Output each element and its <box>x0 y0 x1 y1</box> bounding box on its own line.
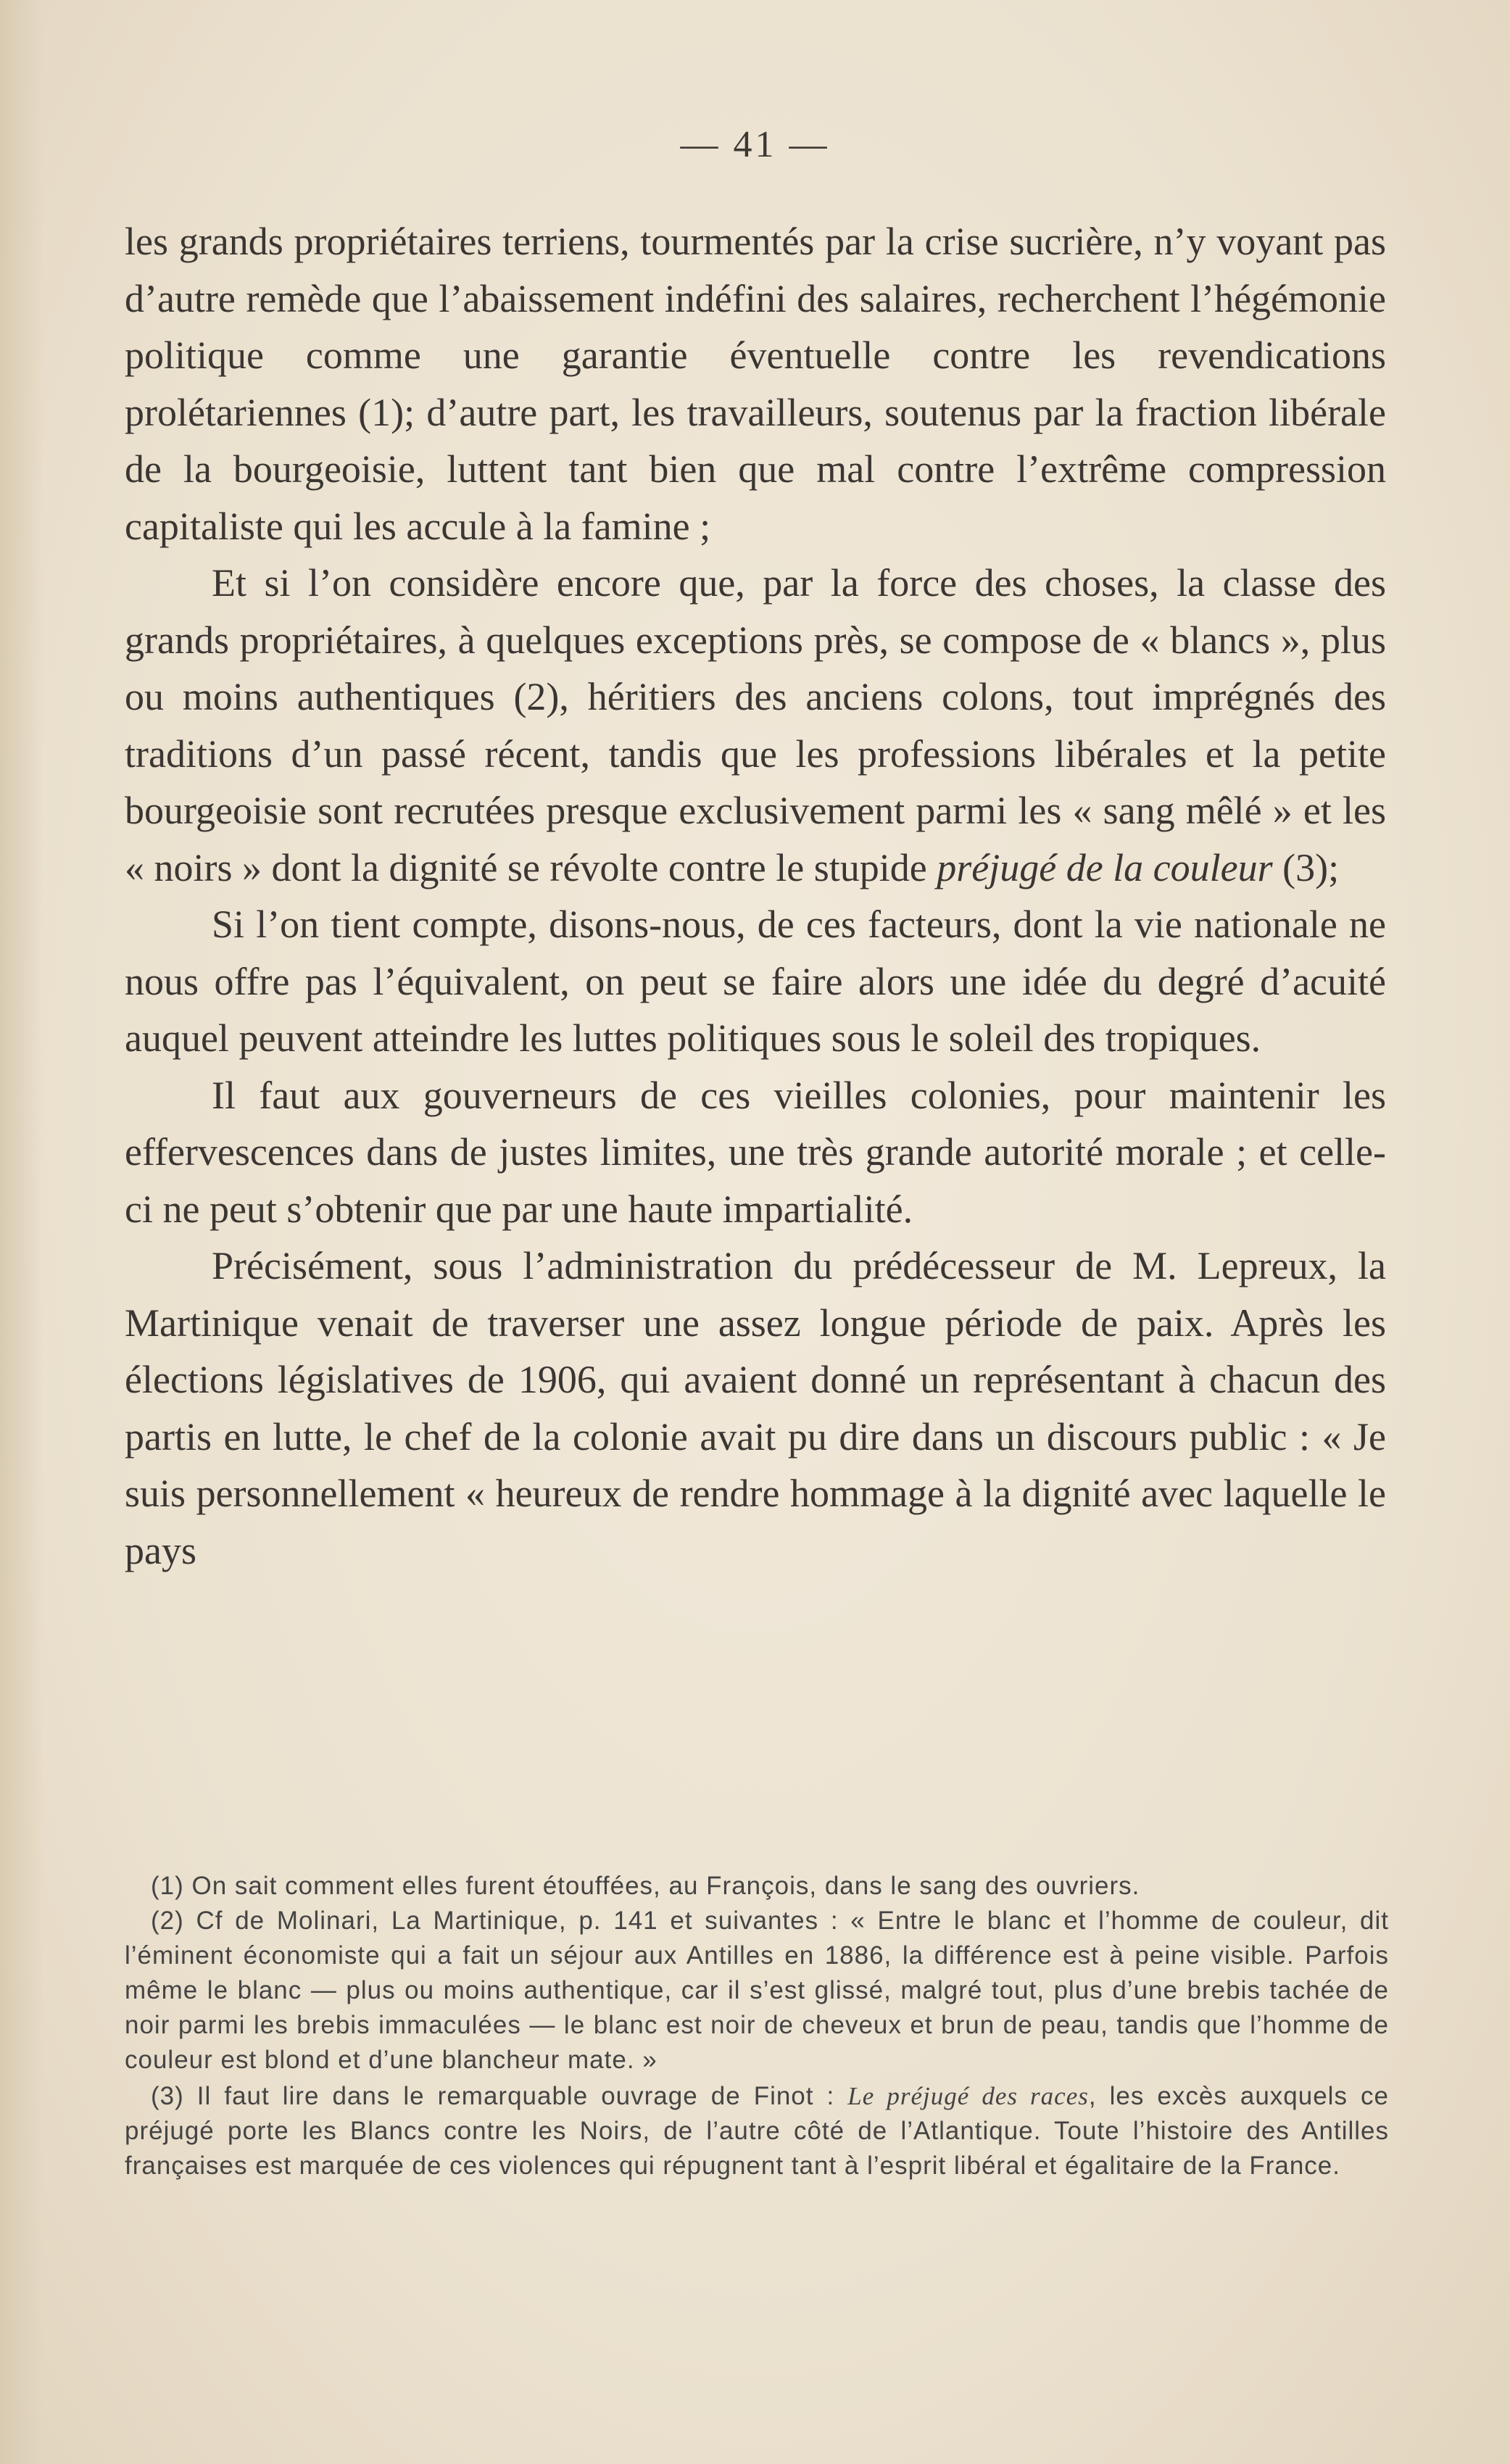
page-edge-shadow <box>0 0 43 2464</box>
paragraph-5: Précisément, sous l’administration du prédécesseur de M. Lepreux, la Martinique venait de traverser une assez longue période de paix. Après les élections législatives de 1906, qui avaient donné un représentant à chacun des partis en lutte, le chef de la colonie avait pu dire dans un discours public : « Je suis personnellement « heureux de rendre hommage à la dignité avec laquelle le pays <box>125 1244 1386 1572</box>
footnote-3-italic: Le préjugé des races <box>847 2082 1089 2110</box>
paragraph-3: Si l’on tient compte, disons-nous, de ces facteurs, dont la vie nationale ne nous offre pas l’équivalent, on peut se faire alors une idée du degré d’acuité auquel peuvent atteindre les luttes politiques sous le soleil des tropiques. <box>125 903 1386 1060</box>
paragraph-2-text: Et si l’on considère encore que, par la force des choses, la classe des grands propriétaires, à quelques exceptions près, se compose de « blancs », plus ou moins authentiques (2), héritiers des anciens colons, tout imprégnés des traditions d’un passé récent, tandis que les professions libérales et la petite bourgeoisie sont recrutées presque exclusivement parmi les « sang mêlé » et les « noirs » dont la dignité se révolte contre le stupide <box>125 561 1386 889</box>
footnote-1: (1) On sait comment elles furent étouffées, au François, dans le sang des ouvriers. <box>151 1872 1140 1900</box>
footnotes <box>125 1869 1389 2183</box>
footnote-3-end: , les excès auxquels ce préjugé porte les Blancs contre les Noirs, de l’autre côté de l’Atlantique. Toute l’histoire des Antilles françaises est marquée de ces violences qui répugnent tant à l’esprit libéral et égalitaire de la France. <box>125 2082 1389 2180</box>
paragraph-2 <box>125 555 1386 896</box>
footnote-3 <box>125 2079 1389 2183</box>
footnote-2: (2) Cf de Molinari, La Martinique, p. 141 et suivantes : « Entre le blanc et l’homme de couleur, dit l’éminent économiste qui a fait un séjour aux Antilles en 1886, la différence est à peine visible. Parfois même le blanc — plus ou moins authentique, car il s’est glissé, malgré tout, plus d’une brebis tachée de noir parmi les brebis immaculées — le blanc est noir de cheveux et brun de peau, tandis que l’homme de couleur est blond et d’une blancheur mate. » <box>125 1907 1389 2074</box>
paragraph-2-italic: préjugé de la couleur <box>937 845 1273 889</box>
page-number: — 41 — <box>680 124 830 165</box>
paragraph-2-end: (3); <box>1272 845 1340 889</box>
paragraph-4: Il faut aux gouverneurs de ces vieilles colonies, pour maintenir les effervescences dans de justes limites, une très grande autorité morale ; et celle-ci ne peut s’obtenir que par une haute impartialité. <box>125 1073 1386 1231</box>
footnote-3-text: (3) Il faut lire dans le remarquable ouvrage de Finot : <box>151 2082 848 2110</box>
paragraph-1: les grands propriétaires terriens, tourmentés par la crise sucrière, n’y voyant pas d’autre remède que l’abaissement indéfini des salaires, recherchent l’hégémonie politique comme une garantie éventuelle contre les revendications prolétariennes (1); d’autre part, les travailleurs, soutenus par la fraction libérale de la bourgeoisie, luttent tant bien que mal contre l’extrême compression capitaliste qui les accule à la famine ; <box>125 220 1386 548</box>
body-text <box>125 213 1386 1579</box>
